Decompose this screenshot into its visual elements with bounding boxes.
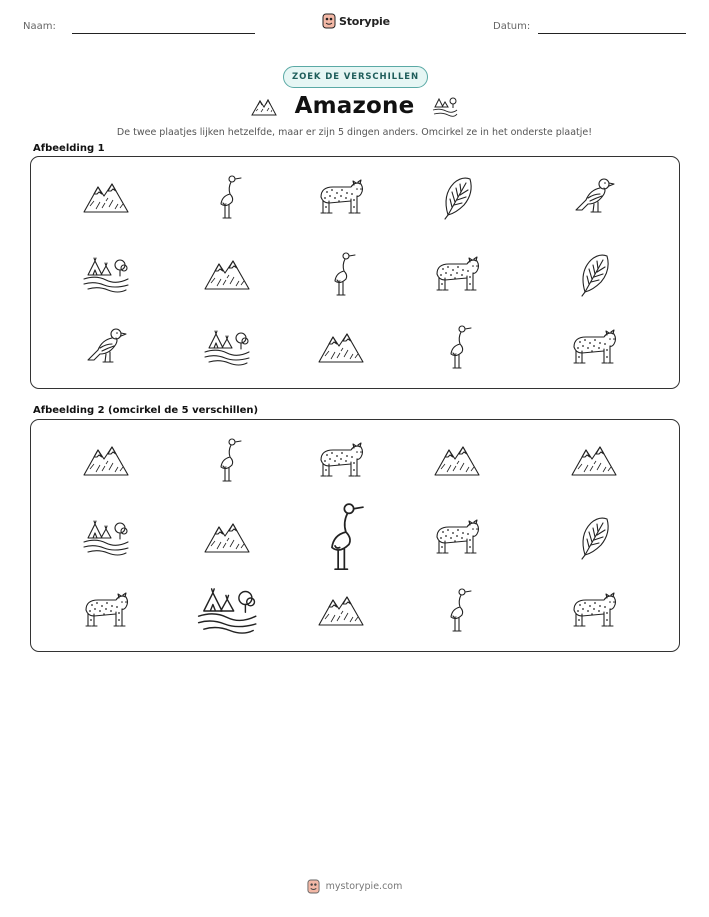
jaguar-icon <box>82 590 130 630</box>
grid-cell <box>203 328 251 366</box>
jaguar-icon <box>433 517 481 557</box>
mountain-icon <box>203 256 251 292</box>
mountain-icon <box>203 519 251 555</box>
grid-cell[interactable] <box>203 519 251 555</box>
grid-cell[interactable] <box>433 517 481 557</box>
name-label: Naam: <box>23 21 56 32</box>
mountain-icon <box>433 442 481 478</box>
storypie-logo-icon <box>322 13 336 29</box>
heron-icon <box>212 437 242 483</box>
date-line[interactable] <box>538 33 686 34</box>
village-large-icon <box>196 585 258 634</box>
page-title: Amazone <box>294 93 415 119</box>
jaguar-icon <box>317 177 365 217</box>
village-icon <box>82 255 130 293</box>
bird-icon <box>572 176 616 218</box>
mountain-icon <box>82 442 130 478</box>
grid-cell[interactable] <box>82 442 130 478</box>
grid-cell[interactable] <box>196 585 258 634</box>
grid-cell[interactable] <box>212 437 242 483</box>
mountain-icon <box>82 179 130 215</box>
leaf-icon <box>577 252 611 296</box>
grid-cell <box>442 324 472 370</box>
leaf-icon <box>440 175 474 219</box>
heron-icon <box>442 587 472 633</box>
heron-icon <box>442 324 472 370</box>
mountain-icon <box>570 442 618 478</box>
grid-cell <box>570 327 618 367</box>
mountain-icon <box>317 592 365 628</box>
activity-badge: ZOEK DE VERSCHILLEN <box>283 66 428 88</box>
grid-cell <box>326 251 356 297</box>
bird-icon <box>84 326 128 368</box>
footer-url[interactable]: mystorypie.com <box>325 881 403 892</box>
grid-cell[interactable] <box>433 442 481 478</box>
picture2-panel[interactable] <box>30 419 680 652</box>
grid-cell[interactable] <box>82 518 130 556</box>
grid-cell <box>212 174 242 220</box>
grid-cell <box>203 256 251 292</box>
grid-cell <box>84 326 128 368</box>
heron-icon <box>212 174 242 220</box>
mountain-icon <box>317 329 365 365</box>
jaguar-icon <box>317 440 365 480</box>
grid-cell <box>577 252 611 296</box>
leaf-icon <box>577 515 611 559</box>
jaguar-icon <box>570 327 618 367</box>
grid-cell[interactable] <box>318 501 365 572</box>
grid-cell[interactable] <box>317 440 365 480</box>
grid-cell[interactable] <box>82 590 130 630</box>
grid-cell[interactable] <box>317 592 365 628</box>
grid-cell <box>433 254 481 294</box>
grid-cell[interactable] <box>577 515 611 559</box>
village-icon <box>82 518 130 556</box>
picture2-label: Afbeelding 2 (omcirkel de 5 verschillen) <box>33 405 259 416</box>
village-icon <box>203 328 251 366</box>
jaguar-icon <box>433 254 481 294</box>
brand-logo <box>322 13 390 29</box>
village-icon <box>432 95 458 117</box>
storypie-logo-icon <box>307 879 320 894</box>
grid-cell <box>82 179 130 215</box>
grid-cell[interactable] <box>570 442 618 478</box>
grid-cell <box>572 176 616 218</box>
date-label: Datum: <box>493 21 531 32</box>
instructions: De twee plaatjes lijken hetzelfde, maar er zijn 5 dingen anders. Omcirkel ze in het onderste plaatje! <box>116 127 593 138</box>
grid-cell[interactable] <box>442 587 472 633</box>
grid-cell <box>317 177 365 217</box>
picture1-panel <box>30 156 680 389</box>
heron-icon <box>326 251 356 297</box>
footer <box>0 879 709 894</box>
grid-cell <box>317 329 365 365</box>
grid-cell[interactable] <box>570 590 618 630</box>
jaguar-icon <box>570 590 618 630</box>
heron-large-icon <box>318 501 365 572</box>
brand-name: Storypie <box>339 14 390 28</box>
mountain-icon <box>251 95 277 117</box>
grid-cell <box>440 175 474 219</box>
name-line[interactable] <box>72 33 255 34</box>
title-row <box>0 93 709 119</box>
picture1-label: Afbeelding 1 <box>33 143 105 154</box>
grid-cell <box>82 255 130 293</box>
